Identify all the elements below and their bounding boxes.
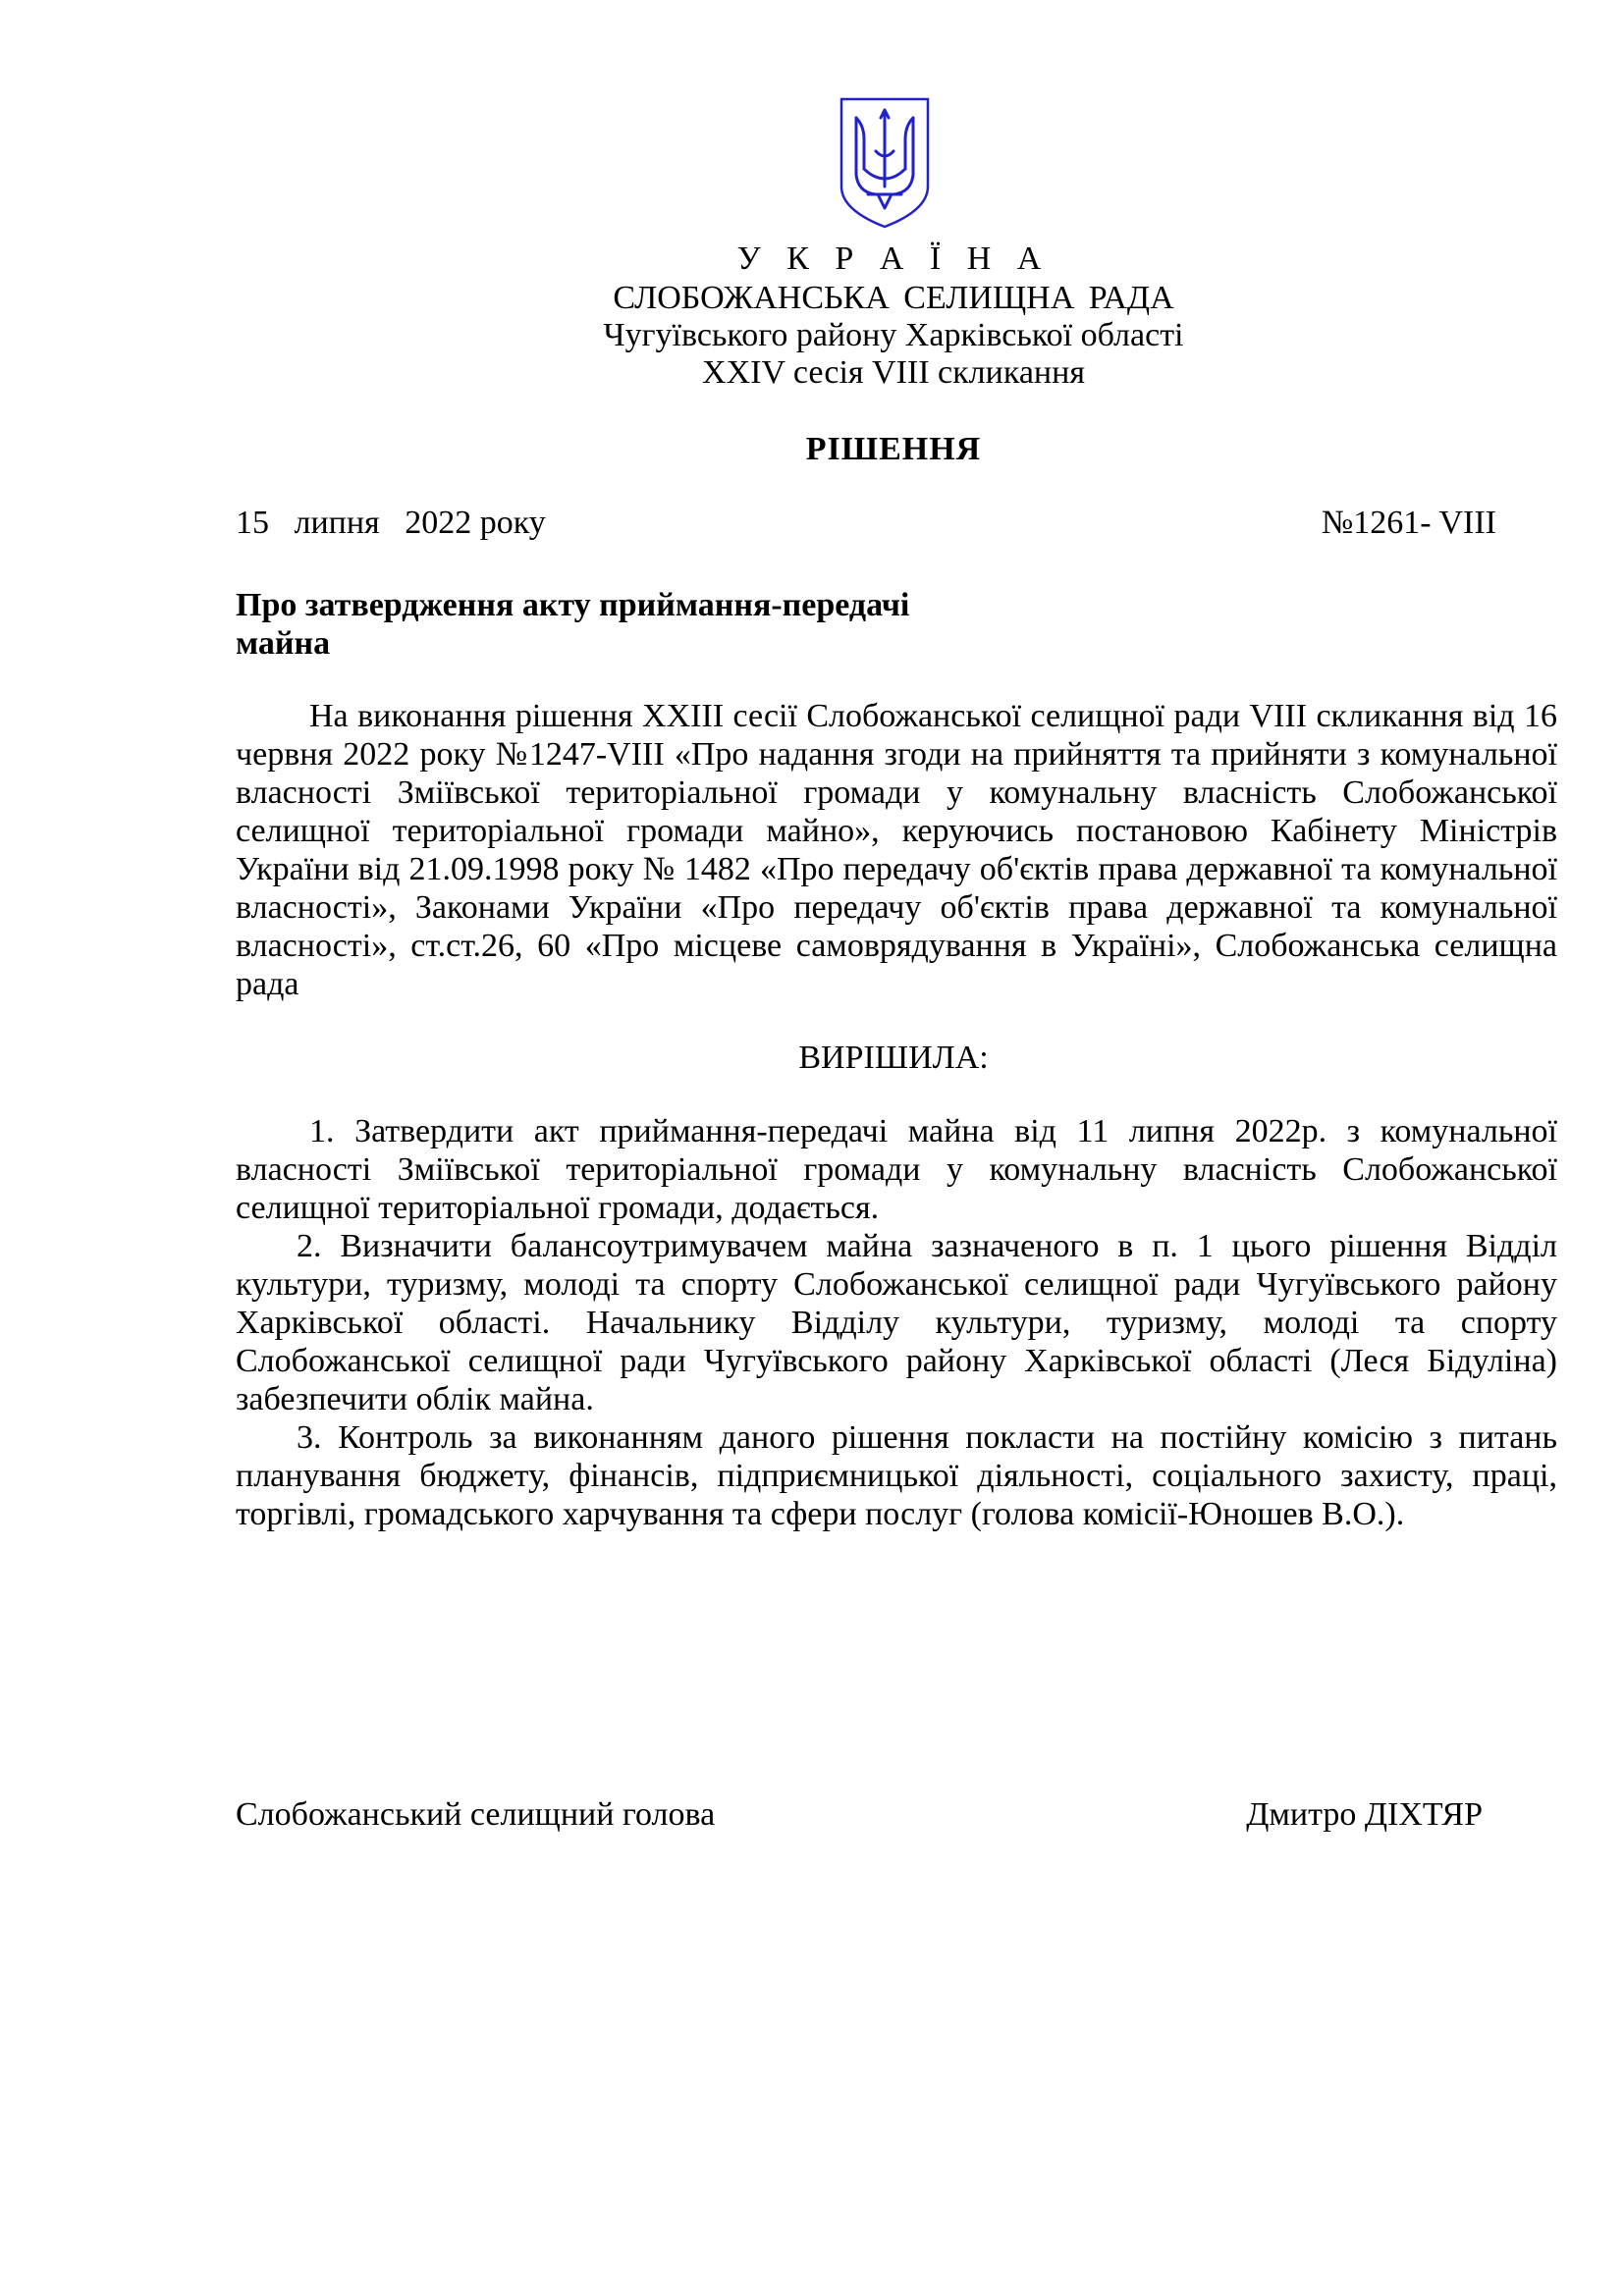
decision-title: РІШЕННЯ [805, 431, 982, 467]
preamble-paragraph: На виконання рішення XXIII сесії Слобожанської селищної ради VIII скликання від 16 червня 2022 року №1247-VIII «Про надання згоди на прийняття та прийняти з комунальної власності Зміївської територіальної громади у комунальну власність Слобожанської селищної територіальної громади майно», керуючись постановою Кабінету Міністрів України від 21.09.1998 року № 1482 «Про передачу об'єктів права державної та комунальної власності», Законами України «Про передачу об'єктів права державної та комунальної власності», ст.ст.26, 60 «Про місцеве самоврядування в Україні», Слобожанська селищна рада [236, 698, 1557, 1002]
decision-items-list [236, 1112, 1557, 1533]
subject-line: Про затвердження акту приймання-передачі [236, 587, 910, 623]
decision-item: 3. Контроль за виконанням даного рішення покласти на постійну комісію з питань планування бюджету, фінансів, підприємницької діяльності, соціального захисту, праці, торгівлі, громадського харчування та сфери послуг (голова комісії-Юношев В.О.). [236, 1419, 1557, 1532]
signatory-name: Дмитро ДІХТЯР [1246, 1796, 1483, 1833]
council-heading: СЛОБОЖАНСЬКА СЕЛИЩНА РАДА [613, 280, 1174, 316]
decision-number: №1261- VIII [1321, 505, 1496, 541]
decision-subject [236, 586, 982, 663]
date-number-line [236, 504, 1496, 543]
decision-date: 15 липня 2022 року [236, 505, 546, 541]
resolved-heading: ВИРІШИЛА: [798, 1040, 989, 1076]
district-heading: Чугуївського району Харківської області [603, 317, 1184, 353]
coat-of-arms-trident-icon [839, 96, 931, 230]
signatory-title: Слобожанський селищний голова [236, 1796, 716, 1833]
country-heading: У К Р А Ї Н А [736, 240, 1051, 277]
signature-block [236, 1795, 1483, 1835]
decision-item: 1. Затвердити акт приймання-передачі майна від 11 липня 2022р. з комунальної власності Зміївської територіальної громади у комунальну власність Слобожанської селищної територіальної громади, додається. [236, 1113, 1557, 1226]
decision-item: 2. Визначити балансоутримувачем майна зазначеного в п. 1 цього рішення Відділ культури, туризму, молоді та спорту Слобожанської селищної ради Чугуївського району Харківської області. Начальнику Відділу культури, туризму, молоді та спорту Слобожанської селищної ради Чугуївського району Харківської області (Леся Бідуліна) забезпечити облік майна. [236, 1228, 1557, 1417]
session-heading: XXIV сесія VIII скликання [702, 354, 1085, 391]
subject-line: майна [236, 625, 331, 662]
